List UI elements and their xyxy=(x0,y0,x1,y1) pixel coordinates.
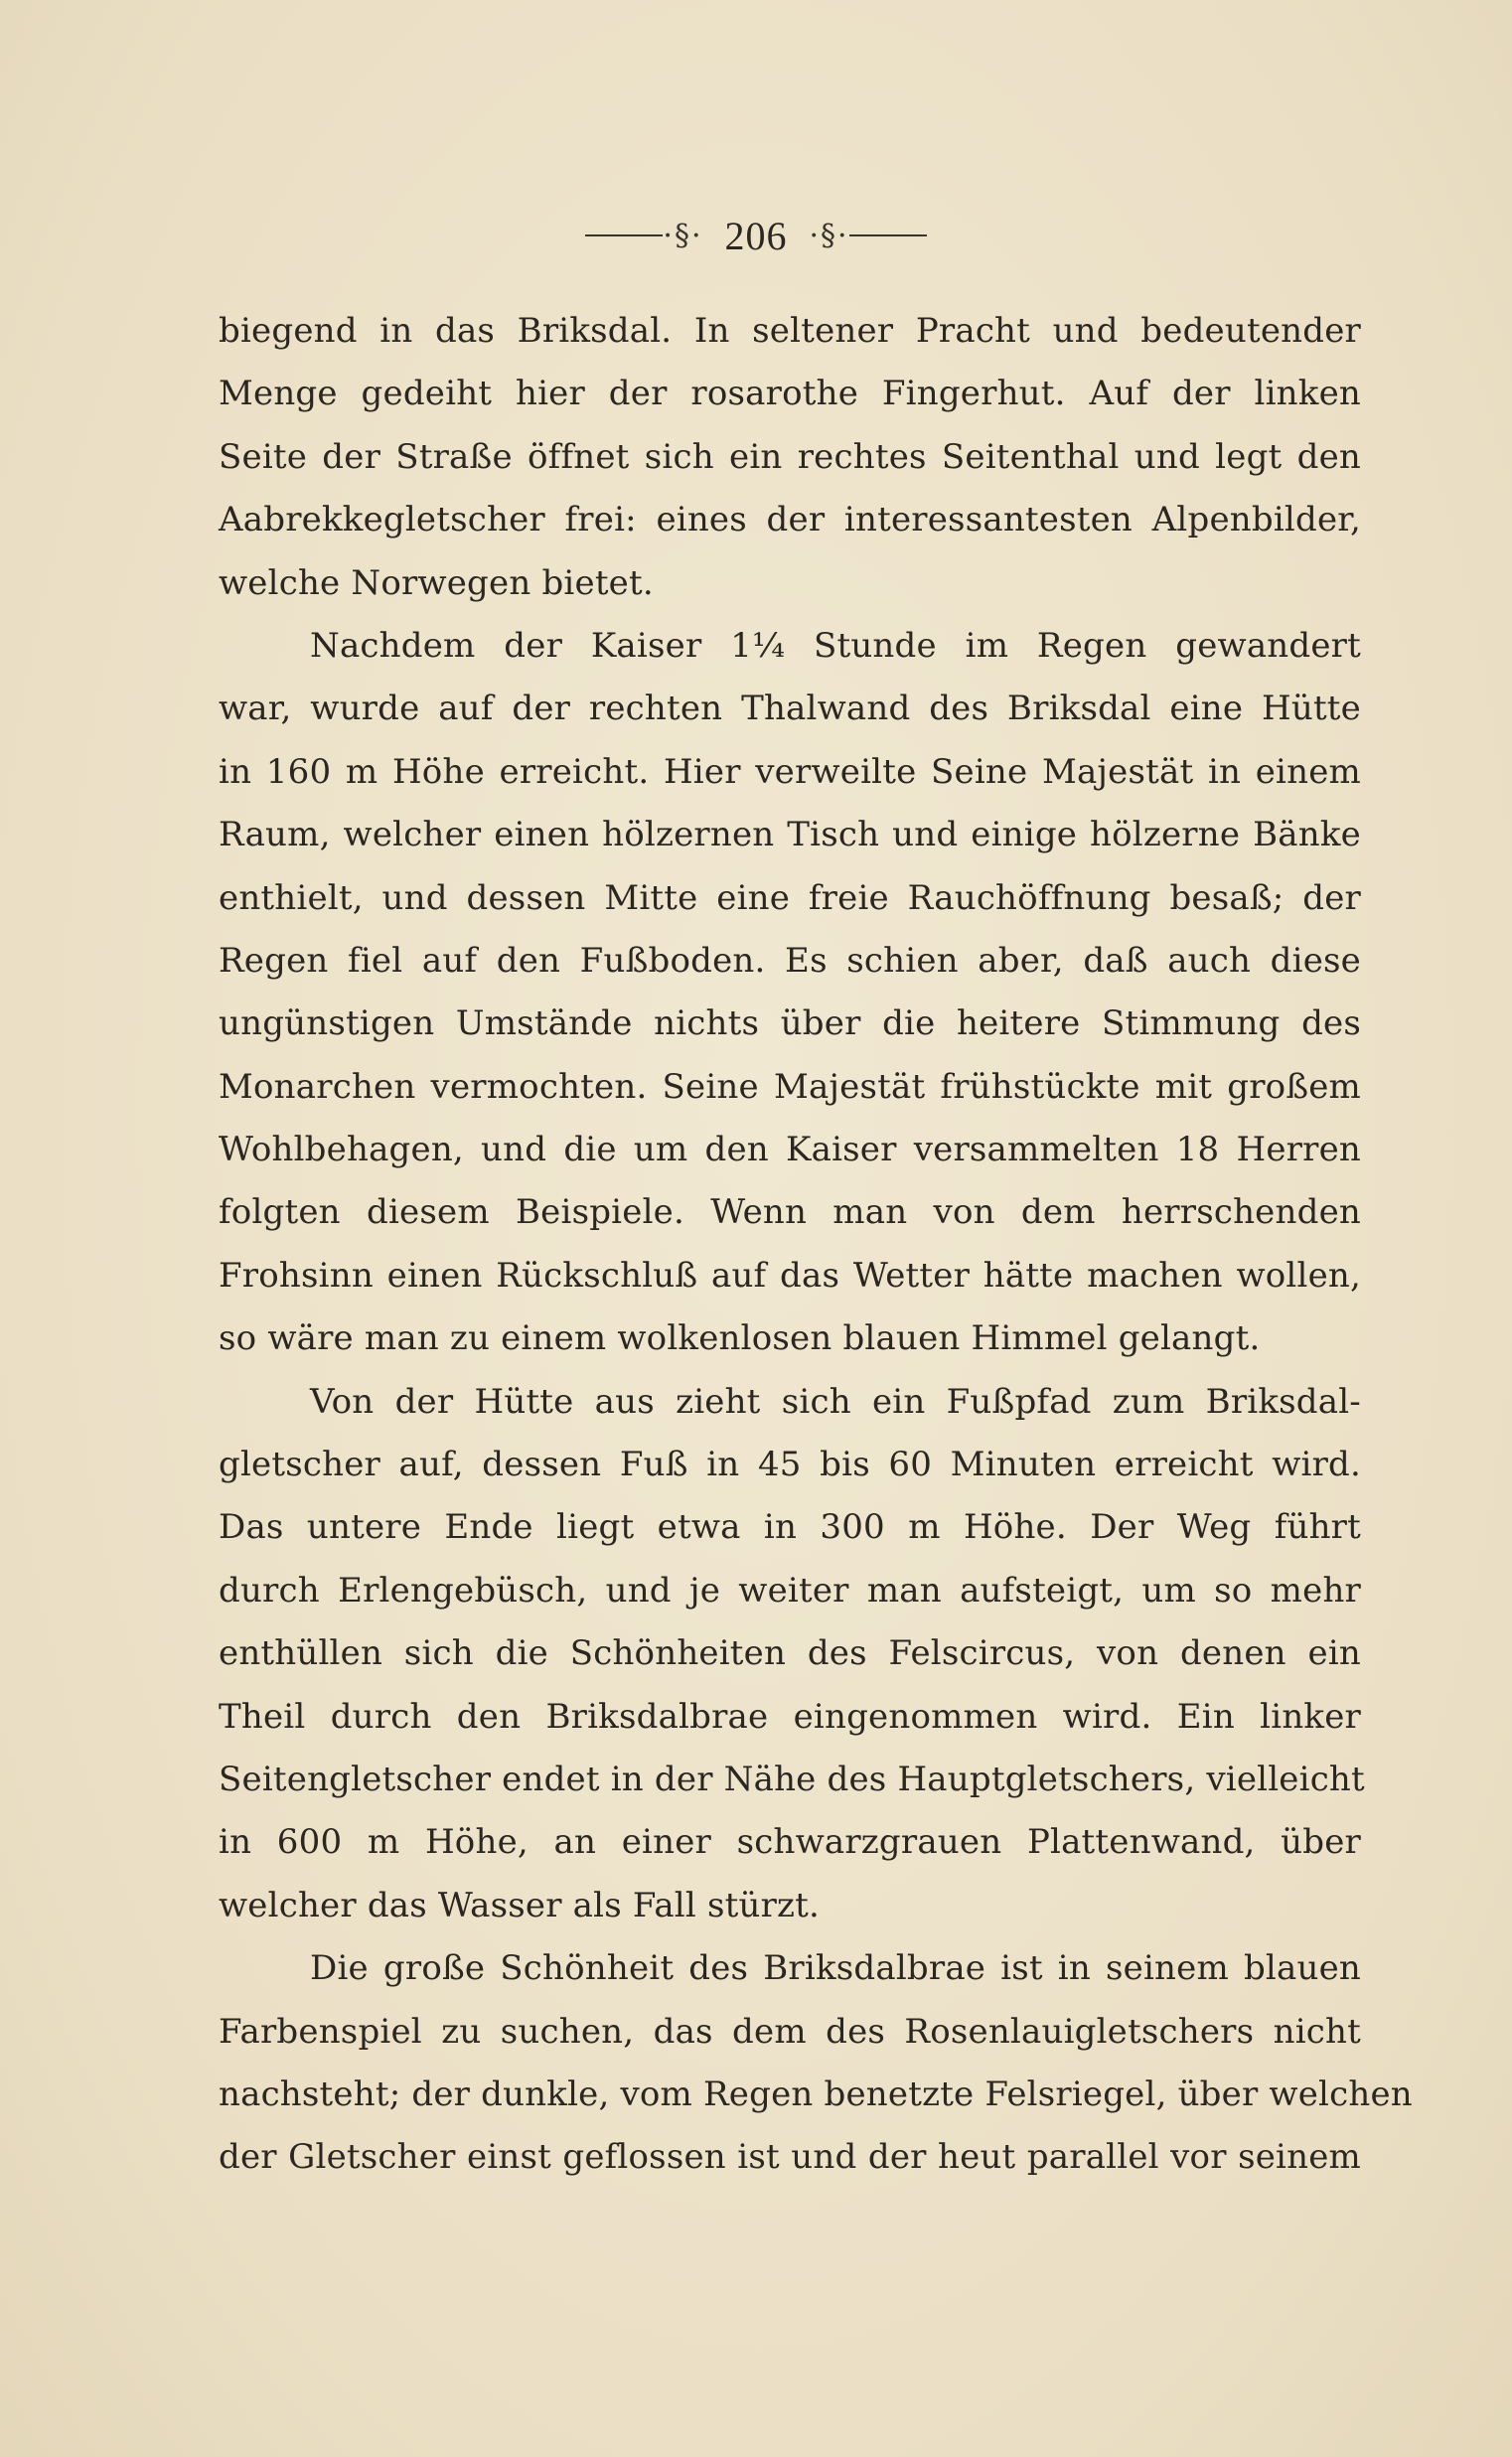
right-ornament xyxy=(810,219,927,253)
page-number: 206 xyxy=(724,213,788,258)
text-line: enthüllen sich die Schönheiten des Felscircus, von denen ein xyxy=(219,1633,1361,1674)
text-line: Frohsinn einen Rückschluß auf das Wetter hätte machen wollen, xyxy=(219,1255,1361,1296)
left-rule xyxy=(585,234,663,236)
text-line: Wohlbehagen, und die um den Kaiser versammelten 18 Herren xyxy=(219,1130,1361,1170)
text-line: welcher das Wasser als Fall stürzt. xyxy=(219,1885,821,1925)
page-header xyxy=(0,211,1512,260)
text-line: Raum, welcher einen hölzernen Tisch und einige hölzerne Bänke xyxy=(219,815,1361,855)
text-line: war, wurde auf der rechten Thalwand des Briksdal eine Hütte xyxy=(219,689,1361,729)
text-line: Theil durch den Briksdalbrae eingenommen wird. Ein linker xyxy=(219,1696,1361,1737)
text-line: durch Erlengebüsch, und je weiter man aufsteigt, um so mehr xyxy=(219,1570,1361,1611)
text-line: so wäre man zu einem wolkenlosen blauen Himmel gelangt. xyxy=(219,1318,1261,1359)
text-line: biegend in das Briksdal. In seltener Pracht und bedeutender xyxy=(219,311,1361,351)
text-line: Monarchen vermochten. Seine Majestät frühstückte mit großem xyxy=(219,1066,1361,1107)
text-line: Von der Hütte aus zieht sich ein Fußpfad zum Briksdal- xyxy=(310,1381,1361,1422)
text-line: nachsteht; der dunkle, vom Regen benetzte Felsriegel, über welchen xyxy=(219,2073,1413,2114)
text-line: ungünstigen Umstände nichts über die heitere Stimmung des xyxy=(219,1003,1361,1044)
right-rule xyxy=(849,234,927,236)
text-line: Das untere Ende liegt etwa in 300 m Höhe. Der Weg führt xyxy=(219,1507,1361,1548)
text-line: enthielt, und dessen Mitte eine freie Rauchöffnung besaß; der xyxy=(219,877,1361,918)
text-line: Aabrekkegletscher frei: eines der interessantesten Alpenbilder, xyxy=(219,500,1361,540)
text-line: Regen fiel auf den Fußboden. Es schien aber, daß auch diese xyxy=(219,940,1361,981)
text-line: Nachdem der Kaiser 1¼ Stunde im Regen gewandert xyxy=(310,625,1361,666)
text-line: welche Norwegen bietet. xyxy=(219,562,654,603)
text-line: in 600 m Höhe, an einer schwarzgrauen Plattenwand, über xyxy=(219,1822,1361,1863)
text-line: Die große Schönheit des Briksdalbrae ist in seinem blauen xyxy=(310,1948,1361,1989)
text-line: Menge gedeiht hier der rosarothe Fingerhut. Auf der linken xyxy=(219,374,1361,414)
text-line: Farbenspiel zu suchen, das dem des Rosenlauigletschers nicht xyxy=(219,2011,1361,2052)
text-line: in 160 m Höhe erreicht. Hier verweilte Seine Majestät in einem xyxy=(219,751,1361,792)
right-flourish-icon: ·§· xyxy=(809,218,849,253)
text-line: folgten diesem Beispiele. Wenn man von dem herrschenden xyxy=(219,1192,1361,1233)
text-line: gletscher auf, dessen Fuß in 45 bis 60 Minuten erreicht wird. xyxy=(219,1445,1361,1485)
left-flourish-icon: ·§· xyxy=(663,218,703,253)
text-line: Seitengletscher endet in der Nähe des Hauptgletschers, vielleicht xyxy=(219,1759,1365,1799)
text-line: der Gletscher einst geflossen ist und der heut parallel vor seinem xyxy=(219,2137,1361,2178)
left-ornament xyxy=(585,219,702,253)
body-text xyxy=(219,300,1413,2190)
text-line: Seite der Straße öffnet sich ein rechtes Seitenthal und legt den xyxy=(219,436,1361,477)
